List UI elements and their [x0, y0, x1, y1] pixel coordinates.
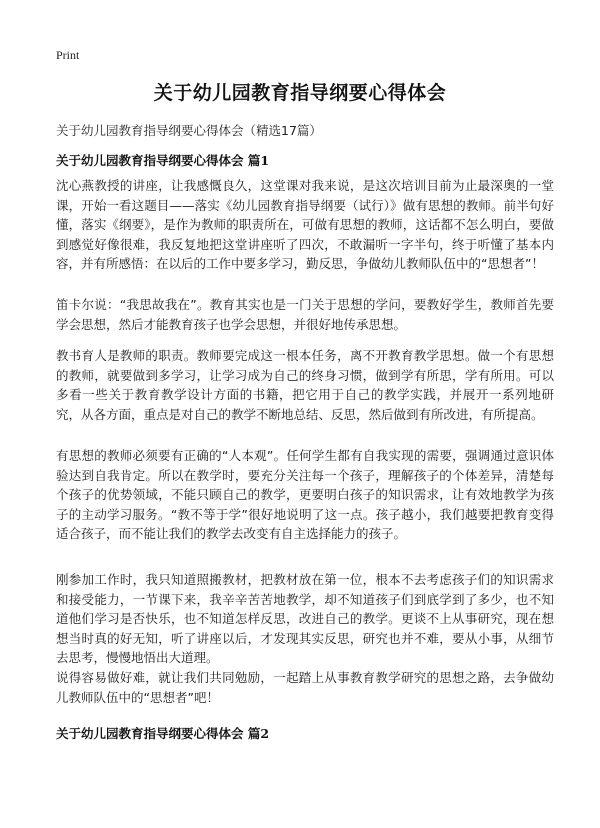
section-heading-2: 关于幼儿园教育指导纲要心得体会 篇2 [56, 726, 270, 741]
print-link[interactable]: Print [56, 48, 80, 62]
paragraph: 刚参加工作时，我只知道照搬教材，把教材放在第一位，根本不去考虑孩子们的知识需求和接受能力，一节课下来，我辛辛苦苦地教学，却不知道孩子们到底学到了多少，也不知道他们学习是否快乐，也不知道怎样反思，改进自己的教学。更谈不上从事研究，现在想想当时真的好无知，听了讲座以后，才发现其实反思，研究也并不难，要从小事，从细节去思考，慢慢地悟出大道理。 [56, 572, 554, 666]
document-title: 关于幼儿园教育指导纲要心得体会 [153, 82, 447, 104]
paragraph: 笛卡尔说：“我思故我在”。教育其实也是一门关于思想的学问，要教好学生，教师首先要学会思想，然后才能教育孩子也学会思想，并很好地传承思想。 [56, 297, 554, 332]
paragraph: 沈心燕教授的讲座，让我感慨良久，这堂课对我来说，是这次培训目前为止最深奥的一堂课，开始一看这题目——落实《幼儿园教育指导纲要（试行）》做有思想的教师。前半句好懂，落实《纲要》，是作为教师的职责所在，可做有思想的教师，这话都不怎么明白，要做到感觉好像很难，我反复地把这堂讲座听了四次，不敢漏听一字半句，终于听懂了基本内容，并有所感悟：在以后的工作中要多学习，勤反思，争做幼儿教师队伍中的“思想者”！ [56, 178, 554, 272]
paragraph: 说得容易做好难，就让我们共同勉励，一起踏上从事教育教学研究的思想之路，去争做幼儿教师队伍中的“思想者”吧！ [56, 670, 554, 705]
paragraph: 教书育人是教师的职责。教师要完成这一根本任务，离不开教育教学思想。做一个有思想的教师，就要做到多学习，让学习成为自己的终身习惯，做到学有所思，学有所用。可以多看一些关于教育教学设计方面的书籍，把它用于自己的教学实践，并展开一系列地研究，从各方面，重点是对自己的教学不断地总结、反思，然后做到有所改进，有所提高。 [56, 348, 554, 422]
paragraph: 有思想的教师必须要有正确的“人本观”。任何学生都有自我实现的需要，强调通过意识体验达到自我肯定。所以在教学时，要充分关注每一个孩子，理解孩子的个体差异，清楚每个孩子的优势领域，不能只顾自己的教学，更要明白孩子的知识需求，让有效地教学为孩子的主动学习服务。“教不等于学”很好地说明了这一点。孩子越小，我们越要把教育变得适合孩子，而不能让我们的教学去改变有自主选择能力的孩子。 [56, 448, 554, 542]
section-heading-1: 关于幼儿园教育指导纲要心得体会 篇1 [56, 153, 270, 168]
document-subtitle: 关于幼儿园教育指导纲要心得体会（精选17篇） [56, 123, 322, 138]
